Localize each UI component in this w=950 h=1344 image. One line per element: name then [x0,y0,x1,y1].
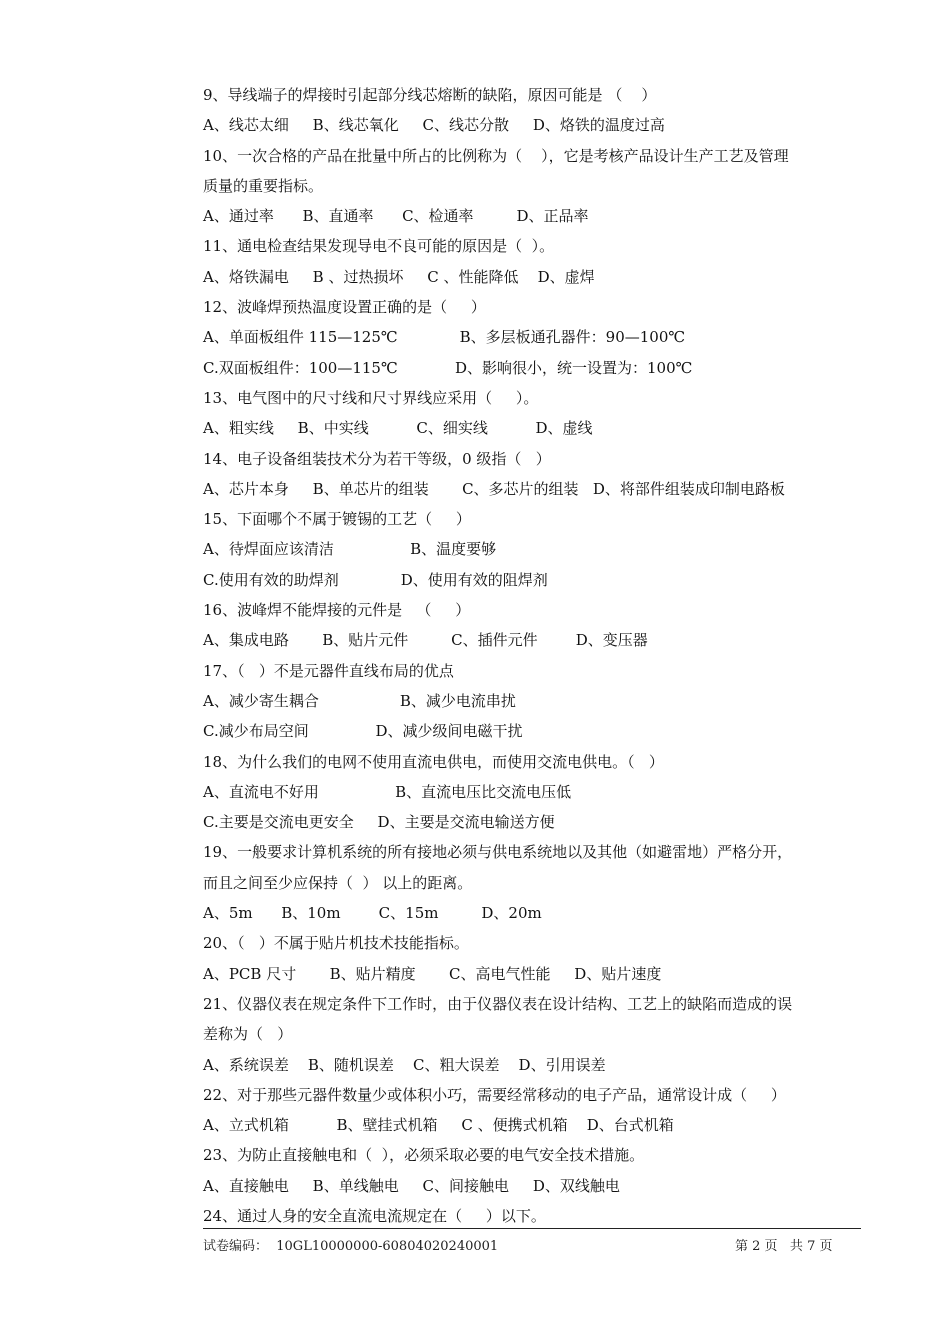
options-line: C.双面板组件：100—115℃ D、影响很小，统一设置为：100℃ [203,358,693,377]
options-line: C.减少布局空间 D、减少级间电磁干扰 [203,722,523,741]
question-line: 11、通电检查结果发现导电不良可能的原因是（ ）。 [203,237,555,256]
options-line: A、待焊面应该清洁 B、温度要够 [203,540,497,559]
question-line: 14、电子设备组装技术分为若干等级，0 级指（ ） [203,449,551,468]
question-line: 18、为什么我们的电网不使用直流电供电，而使用交流电供电。（ ） [203,752,664,771]
question-line: 质量的重要指标。 [203,176,324,195]
options-line: A、通过率 B、直通率 C、检通率 D、正品率 [203,207,589,226]
options-line: A、单面板组件 115—125℃ B、多层板通孔器件：90—100℃ [203,328,686,347]
options-line: A、线芯太细 B、线芯氧化 C、线芯分散 D、烙铁的温度过高 [203,116,665,135]
question-line: 16、波峰焊不能焊接的元件是 （ ） [203,601,471,620]
question-line: 20、（ ）不属于贴片机技术技能指标。 [203,934,469,953]
options-line: A、烙铁漏电 B 、过热损坏 C 、性能降低 D、虚焊 [203,267,595,286]
options-line: A、粗实线 B、中实线 C、细实线 D、虚线 [203,419,593,438]
exam-code: 试卷编码： 10GL10000000-60804020240001 [203,1239,499,1254]
question-line: 而且之间至少应保持（ ） 以上的距离。 [203,873,473,892]
options-line: A、PCB 尺寸 B、贴片精度 C、高电气性能 D、贴片速度 [203,964,662,983]
question-line: 22、对于那些元器件数量少或体积小巧，需要经常移动的电子产品，通常设计成（ ） [203,1085,786,1104]
question-line: 19、一般要求计算机系统的所有接地必须与供电系统地以及其他（如避雷地）严格分开， [203,843,793,862]
question-line: 12、波峰焊预热温度设置正确的是（ ） [203,298,486,317]
options-line: A、立式机箱 B、壁挂式机箱 C 、便携式机箱 D、台式机箱 [203,1116,674,1135]
question-line: 23、为防止直接触电和（ ），必须采取必要的电气安全技术措施。 [203,1146,645,1165]
options-line: A、芯片本身 B、单芯片的组装 C、多芯片的组装 D、将部件组装成印制电路板 [203,479,785,498]
page-number: 第 2 页 共 7 页 [735,1239,833,1254]
question-line: 13、电气图中的尺寸线和尺寸界线应采用（ ）。 [203,388,539,407]
question-line: 17、（ ）不是元器件直线布局的优点 [203,661,454,680]
options-line: A、减少寄生耦合 B、减少电流串扰 [203,691,516,710]
question-line: 10、一次合格的产品在批量中所占的比例称为（ ），它是考核产品设计生产工艺及管理 [203,146,789,165]
options-line: C.主要是交流电更安全 D、主要是交流电输送方便 [203,813,555,832]
question-line: 差称为（ ） [203,1025,293,1044]
options-line: A、系统误差 B、随机误差 C、粗大误差 D、引用误差 [203,1055,606,1074]
question-body [203,80,863,1231]
options-line: A、集成电路 B、贴片元件 C、插件元件 D、变压器 [203,631,648,650]
footer-divider [203,1228,861,1229]
question-line: 15、下面哪个不属于镀锡的工艺（ ） [203,510,471,529]
question-line: 24、通过人身的安全直流电流规定在（ ）以下。 [203,1206,546,1225]
options-line: A、直流电不好用 B、直流电压比交流电压低 [203,782,572,801]
options-line: C.使用有效的助焊剂 D、使用有效的阻焊剂 [203,570,548,589]
options-line: A、5m B、10m C、15m D、20m [203,904,542,923]
question-line: 21、仪器仪表在规定条件下工作时，由于仪器仪表在设计结构、工艺上的缺陷而造成的误 [203,994,793,1013]
options-line: A、直接触电 B、单线触电 C、间接触电 D、双线触电 [203,1176,620,1195]
question-line: 9、导线端子的焊接时引起部分线芯熔断的缺陷，原因可能是 （ ） [203,86,657,104]
